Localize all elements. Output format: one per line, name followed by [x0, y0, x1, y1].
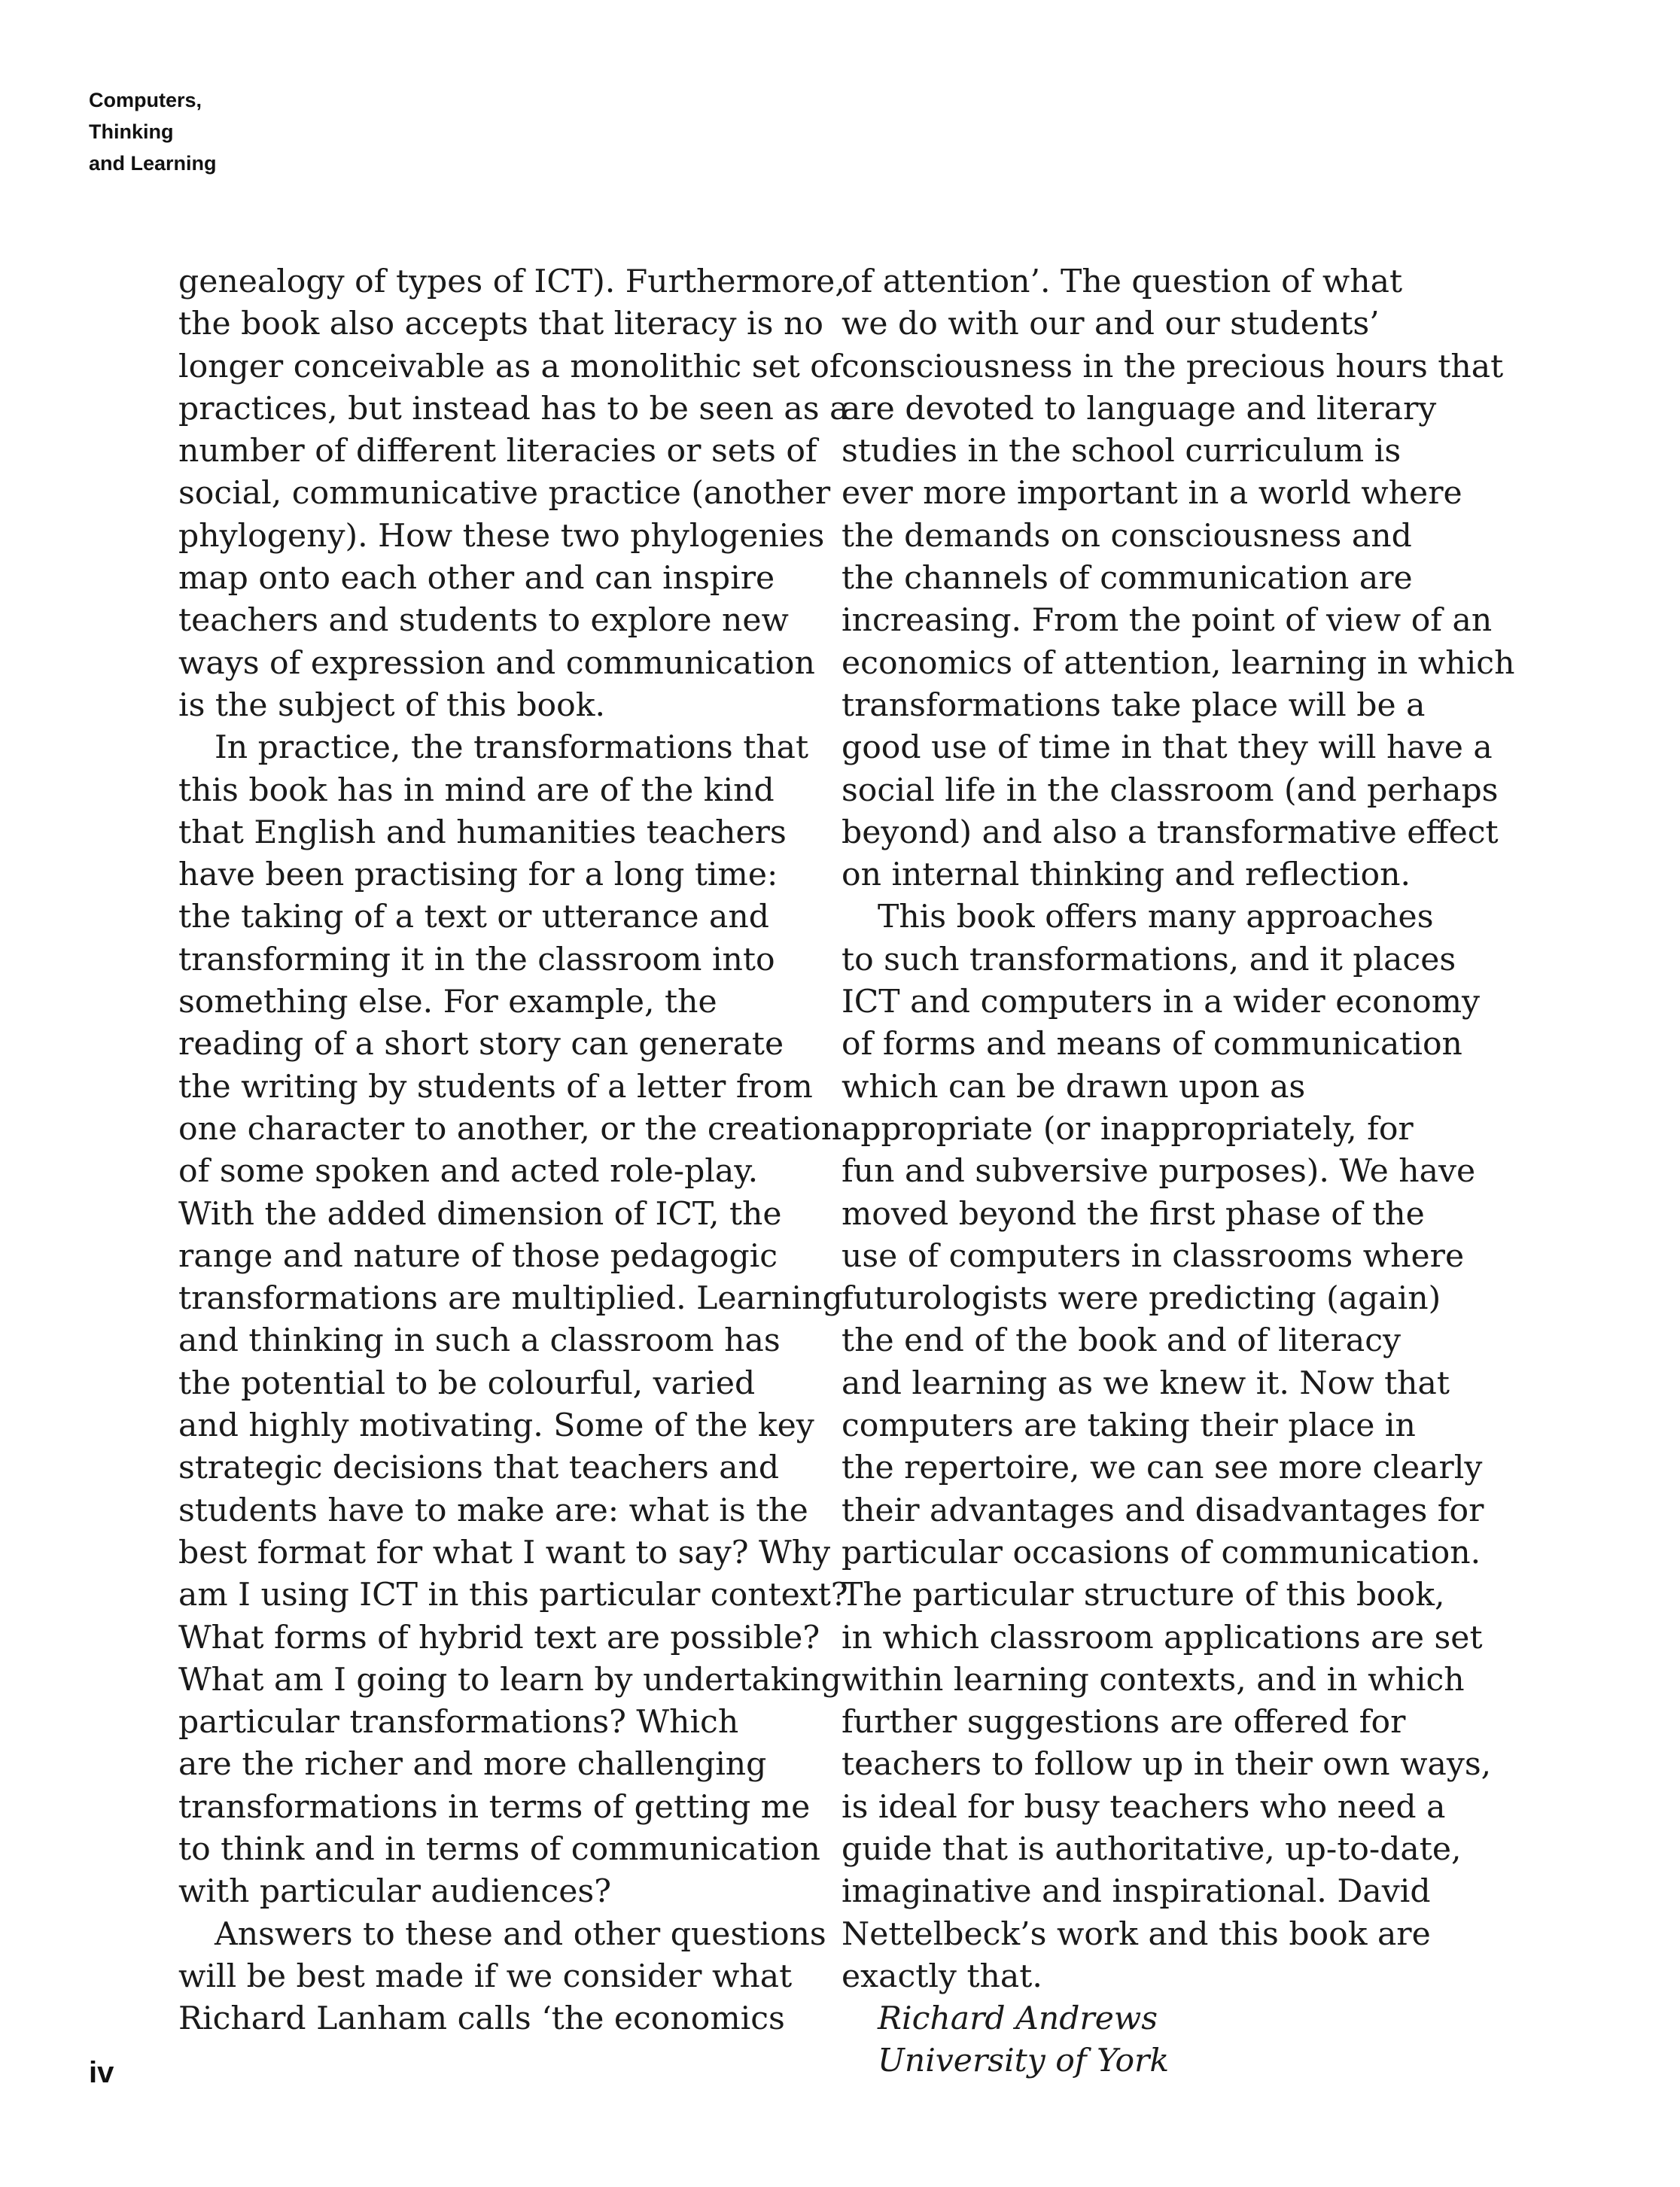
text-line: have been practising for a long time:	[178, 856, 778, 894]
text-line: transformations are multiplied. Learning	[178, 1280, 843, 1318]
text-line: ever more important in a world where	[842, 475, 1462, 513]
text-line: imaginative and inspirational. David	[842, 1873, 1431, 1911]
text-line: teachers and students to explore new	[178, 602, 789, 640]
text-line: ICT and computers in a wider economy	[842, 984, 1481, 1021]
text-line: use of computers in classrooms where	[842, 1237, 1465, 1275]
left-text-column	[178, 261, 848, 2040]
text-line: am I using ICT in this particular context?	[178, 1577, 848, 1614]
text-line: beyond) and also a transformative effect	[842, 814, 1499, 851]
text-line: is the subject of this book.	[178, 686, 605, 724]
text-line: the repertoire, we can see more clearly	[842, 1449, 1483, 1487]
running-head-line: Thinking	[89, 120, 174, 143]
text-line: map onto each other and can inspire	[178, 560, 775, 598]
page-number: iv	[89, 2056, 114, 2089]
text-line: studies in the school curriculum is	[842, 433, 1402, 470]
text-line: of some spoken and acted role-play.	[178, 1153, 759, 1191]
text-line: something else. For example, the	[178, 984, 717, 1021]
text-line: guide that is authoritative, up-to-date,	[842, 1830, 1462, 1868]
text-line: to think and in terms of communication	[178, 1830, 820, 1868]
text-line: number of different literacies or sets of	[178, 433, 817, 470]
text-line: one character to another, or the creation	[178, 1110, 842, 1148]
text-line: and highly motivating. Some of the key	[178, 1407, 814, 1445]
text-line: The particular structure of this book,	[842, 1577, 1445, 1614]
text-line: consciousness in the precious hours that	[842, 348, 1504, 385]
text-line: their advantages and disadvantages for	[842, 1492, 1484, 1529]
text-line: of attention’. The question of what	[842, 263, 1403, 300]
text-line: exactly that.	[842, 1957, 1042, 1995]
text-line: the demands on consciousness and	[842, 517, 1412, 555]
text-line: of forms and means of communication	[842, 1026, 1462, 1063]
text-line: range and nature of those pedagogic	[178, 1237, 778, 1275]
signature-name: Richard Andrews	[878, 2000, 1158, 2038]
text-line: that English and humanities teachers	[178, 814, 787, 851]
text-line: we do with our and our students’	[842, 306, 1380, 343]
text-line: best format for what I want to say? Why	[178, 1534, 831, 1571]
text-line: This book offers many approaches	[878, 899, 1434, 936]
text-line: particular occasions of communication.	[842, 1534, 1481, 1571]
text-line: In practice, the transformations that	[215, 729, 809, 767]
text-line: Answers to these and other questions	[215, 1915, 826, 1953]
text-line: the book also accepts that literacy is no	[178, 306, 823, 343]
text-line: and thinking in such a classroom has	[178, 1322, 781, 1360]
text-line: computers are taking their place in	[842, 1407, 1416, 1445]
text-line: good use of time in that they will have a	[842, 729, 1493, 767]
text-line: What am I going to learn by undertaking	[178, 1661, 842, 1699]
text-line: transforming it in the classroom into	[178, 941, 775, 978]
text-line: appropriate (or inappropriately, for	[842, 1110, 1414, 1148]
text-line: are devoted to language and literary	[842, 390, 1437, 427]
text-line: on internal thinking and reflection.	[842, 856, 1411, 894]
text-line: moved beyond the first phase of the	[842, 1195, 1425, 1233]
text-line: economics of attention, learning in which	[842, 644, 1515, 682]
text-line: transformations in terms of getting me	[178, 1788, 811, 1826]
text-line: to such transformations, and it places	[842, 941, 1456, 978]
running-head	[89, 84, 217, 179]
text-line: are the richer and more challenging	[178, 1746, 767, 1784]
text-line: and learning as we knew it. Now that	[842, 1364, 1450, 1402]
running-head-line: and Learning	[89, 152, 217, 175]
text-line: will be best made if we consider what	[178, 1957, 793, 1995]
text-line: strategic decisions that teachers and	[178, 1449, 780, 1487]
text-line: What forms of hybrid text are possible?	[178, 1619, 820, 1656]
signature-affiliation: University of York	[878, 2043, 1170, 2080]
text-line: phylogeny). How these two phylogenies	[178, 517, 825, 555]
text-line: further suggestions are offered for	[842, 1704, 1406, 1741]
text-line: transformations take place will be a	[842, 686, 1426, 724]
text-line: Richard Lanham calls ‘the economics	[178, 2000, 785, 2038]
text-line: which can be drawn upon as	[842, 1068, 1306, 1106]
text-line: social life in the classroom (and perhaps	[842, 771, 1499, 809]
text-line: genealogy of types of ICT). Furthermore,	[178, 263, 845, 300]
text-line: with particular audiences?	[178, 1873, 611, 1911]
text-line: the taking of a text or utterance and	[178, 899, 769, 936]
text-line: Nettelbeck’s work and this book are	[842, 1915, 1431, 1953]
text-line: the potential to be colourful, varied	[178, 1364, 756, 1402]
text-line: students have to make are: what is the	[178, 1492, 808, 1529]
text-line: reading of a short story can generate	[178, 1026, 784, 1063]
running-head-line: Computers,	[89, 89, 202, 111]
text-line: this book has in mind are of the kind	[178, 771, 775, 809]
text-line: longer conceivable as a monolithic set of	[178, 348, 842, 385]
text-line: futurologists were predicting (again)	[842, 1280, 1441, 1318]
right-text-column	[842, 261, 1514, 2083]
text-line: the channels of communication are	[842, 560, 1413, 598]
text-line: social, communicative practice (another	[178, 475, 831, 513]
text-line: the end of the book and of literacy	[842, 1322, 1402, 1360]
text-line: particular transformations? Which	[178, 1704, 739, 1741]
text-line: practices, but instead has to be seen as a	[178, 390, 849, 427]
text-line: With the added dimension of ICT, the	[178, 1195, 782, 1233]
text-line: is ideal for busy teachers who need a	[842, 1788, 1446, 1826]
text-line: fun and subversive purposes). We have	[842, 1153, 1476, 1191]
text-line: in which classroom applications are set	[842, 1619, 1483, 1656]
text-line: increasing. From the point of view of an	[842, 602, 1493, 640]
text-line: ways of expression and communication	[178, 644, 815, 682]
text-line: within learning contexts, and in which	[842, 1661, 1465, 1699]
text-line: the writing by students of a letter from	[178, 1068, 813, 1106]
text-line: teachers to follow up in their own ways,	[842, 1746, 1492, 1784]
